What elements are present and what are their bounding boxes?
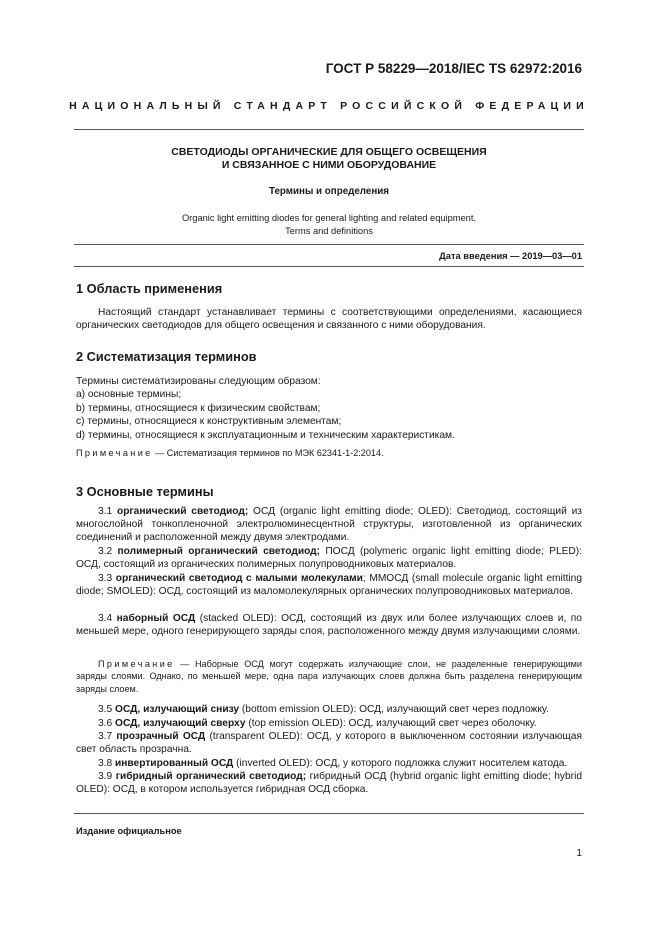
term-definition: (transparent OLED): ОСД, у которого в выключенном состоянии излучающая свет область прозрачна. xyxy=(76,731,582,756)
term-3-9 xyxy=(76,770,582,796)
term-3-7 xyxy=(76,730,582,756)
term-definition: (bottom emission OLED): ОСД, излучающий свет через подложку. xyxy=(239,704,549,715)
term-3-8 xyxy=(76,757,582,770)
term-number: 3.2 xyxy=(98,546,113,557)
term-number: 3.8 xyxy=(98,758,113,769)
national-standard-heading: НАЦИОНАЛЬНЫЙ СТАНДАРТ РОССИЙСКОЙ ФЕДЕРАЦИИ xyxy=(69,100,589,112)
divider-middle xyxy=(74,244,584,245)
term-3-4 xyxy=(76,612,582,638)
standard-code: ГОСТ Р 58229—2018/IEC TS 62972:2016 xyxy=(325,61,582,76)
term-3-5 xyxy=(76,703,582,716)
page-number: 1 xyxy=(576,848,582,859)
section-3-note xyxy=(76,658,582,695)
list-item: a) основные термины; xyxy=(76,389,182,401)
term-3-3 xyxy=(76,572,582,598)
note-text: — Систематизация терминов по МЭК 62341-1-2:2014. xyxy=(152,448,384,458)
english-title xyxy=(76,212,582,238)
term-number: 3.7 xyxy=(98,731,113,742)
term-number: 3.4 xyxy=(98,613,113,624)
term-name: инвертированный ОСД xyxy=(115,758,234,769)
term-number: 3.1 xyxy=(98,506,113,517)
term-number: 3.5 xyxy=(98,704,113,715)
section-2-intro: Термины систематизированы следующим образом: xyxy=(76,376,321,387)
divider-top xyxy=(74,129,584,130)
term-definition: гибридный ОСД (hybrid organic light emitting diode; hybrid OLED): ОСД, в котором используется гибридная ОСД сборка. xyxy=(76,771,582,796)
term-3-1 xyxy=(76,505,582,545)
note-label: Примечание xyxy=(76,448,153,458)
term-name: наборный ОСД xyxy=(116,613,196,624)
date-introduced: Дата введения — 2019—03—01 xyxy=(439,251,582,261)
english-title-line-1: Organic light emitting diodes for general lighting and related equipment. xyxy=(181,213,477,223)
term-definition: ; ММОСД (small molecule organic light emitting diode; SMOLED): ОСД, состоящий из маломолекулярных органических полупроводниковых материалов. xyxy=(76,573,582,598)
title-line-1: СВЕТОДИОДЫ ОРГАНИЧЕСКИЕ ДЛЯ ОБЩЕГО ОСВЕЩЕНИЯ xyxy=(171,146,487,158)
term-name: ОСД, излучающий снизу xyxy=(115,704,240,715)
term-definition: ПОСД (polymeric organic light emitting diode; PLED): ОСД, состоящий из органических полимерных полупроводниковых материалов. xyxy=(76,546,582,571)
divider-date xyxy=(74,266,584,267)
section-3-heading: 3 Основные термины xyxy=(76,484,214,499)
section-2-heading: 2 Систематизация терминов xyxy=(76,349,257,364)
list-item: d) термины, относящиеся к эксплуатационным и техническим характеристикам. xyxy=(76,429,455,441)
divider-footer xyxy=(74,813,584,814)
term-definition: ОСД (organic light emitting diode; OLED): Светодиод, состоящий из многослойной тонкопленочной электролюминесцентной структуры, изготовленной из органических соединений и расположенной между двумя электродами. xyxy=(76,506,582,544)
term-name: гибридный органический светодиод; xyxy=(115,771,307,782)
term-name: органический светодиод с малыми молекулами xyxy=(115,573,363,584)
section-1-heading: 1 Область применения xyxy=(76,281,223,296)
list-item: b) термины, относящиеся к физическим свойствам; xyxy=(76,402,321,414)
term-number: 3.3 xyxy=(98,573,113,584)
note-label: Примечание xyxy=(98,659,175,669)
term-definition: (top emission OLED): ОСД, излучающий свет через оболочку. xyxy=(245,718,537,729)
term-name: полимерный органический светодиод; xyxy=(117,546,321,557)
term-name: органический светодиод; xyxy=(116,506,249,517)
section-2-list xyxy=(76,375,582,442)
document-title xyxy=(76,146,582,172)
term-name: прозрачный ОСД xyxy=(116,731,206,742)
list-item: c) термины, относящиеся к конструктивным элементам; xyxy=(76,416,342,428)
title-line-2: И СВЯЗАННОЕ С НИМИ ОБОРУДОВАНИЕ xyxy=(221,159,437,171)
term-3-6 xyxy=(76,717,582,730)
official-edition-label: Издание официальное xyxy=(76,826,182,836)
term-definition: (inverted OLED): ОСД, у которого подложка служит носителем катода. xyxy=(233,758,568,769)
term-number: 3.6 xyxy=(98,718,113,729)
section-2-note xyxy=(76,447,582,459)
term-number: 3.9 xyxy=(98,771,113,782)
document-subtitle: Термины и определения xyxy=(268,186,390,197)
term-3-2 xyxy=(76,545,582,571)
term-name: ОСД, излучающий сверху xyxy=(115,718,246,729)
english-title-line-2: Terms and definitions xyxy=(285,226,373,236)
term-definition: (stacked OLED): ОСД, состоящий из двух или более излучающих слоев и, по меньшей мере, одного генерирующего заряды слоя, расположенного между двумя излучающими слоями. xyxy=(76,613,582,638)
note-text: — Наборные ОСД могут содержать излучающие слои, не разделенные генерирующими заряды слоями. Однако, по меньшей мере, одна пара излучающих слоев должна быть разделена генерирующим заряды слоем. xyxy=(76,659,582,694)
section-1-text: Настоящий стандарт устанавливает термины с соответствующими определениями, касающиеся органических светодиодов для общего освещения и связанного с ними оборудования. xyxy=(76,307,582,332)
